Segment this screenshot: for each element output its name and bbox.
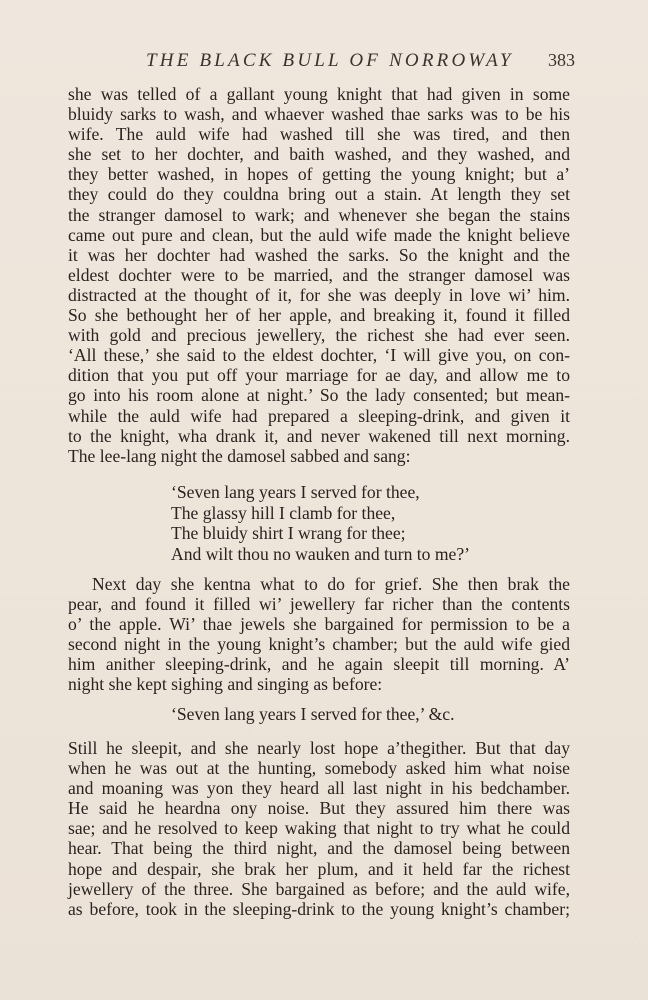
text-line: she was telled of a gallant young knight that had given in some [68, 84, 570, 104]
text-line: He said he heardna ony noise. But they assured him there was [68, 798, 570, 819]
text-line: dition that you put off your marriage for ae day, and allow me to [68, 365, 570, 386]
text-line: eldest dochter were to be married, and the stranger damosel was [68, 264, 570, 285]
running-head [140, 50, 575, 78]
text-line: go into his room alone at night.’ So the lady consented; but mean- [68, 385, 570, 406]
text-line: jewellery of the three. She bargained as before; and the auld wife, [68, 878, 570, 899]
text-line: when he was out at the hunting, somebody asked him what noise [68, 758, 570, 779]
verse-line: The glassy hill I clamb for thee, [171, 502, 396, 523]
text-line: they better washed, in hopes of getting the young knight; but a’ [68, 164, 570, 185]
text-line: hope and despair, she brak her plum, and it held far the richest [68, 858, 570, 879]
text-line: while the auld wife had prepared a sleeping-drink, and given it [68, 405, 570, 426]
text-line: sae; and he resolved to keep waking that night to try what he could [68, 818, 570, 839]
text-line: Next day she kentna what to do for grief. She then brak the [92, 574, 570, 594]
text-line: and moaning was yon they heard all last night in his bedchamber. [68, 778, 570, 799]
text-line: bluidy sarks to wash, and whaever washed thae sarks was to be his [68, 104, 570, 125]
text-line: came out pure and clean, but the auld wife made the knight believe [68, 224, 570, 245]
text-line: hear. That being the third night, and the damosel being between [68, 838, 570, 859]
text-line: o’ the apple. Wi’ thae jewels she bargained for permission to be a [68, 614, 570, 635]
verse-line: The bluidy shirt I wrang for thee; [171, 523, 406, 544]
text-line: as before, took in the sleeping-drink to the young knight’s chamber; [68, 898, 570, 919]
verse-1 [171, 482, 531, 564]
text-line: pear, and found it filled wi’ jewellery far richer than the contents [68, 594, 570, 615]
page-number: 383 [548, 50, 575, 70]
text-line: So she bethought her of her apple, and breaking it, found it filled [68, 305, 570, 326]
verse-line: ‘Seven lang years I served for thee,’ &c. [171, 704, 455, 724]
text-line: it was her dochter had washed the sarks. So the knight and the [68, 244, 570, 265]
text-line: night she kept sighing and singing as before: [68, 674, 383, 695]
text-line: The lee-lang night the damosel sabbed and sang: [68, 445, 411, 466]
text-line: they could do they couldna bring out a stain. At length they set [68, 184, 570, 205]
text-line: the stranger damosel to wark; and whenever she began the stains [68, 204, 570, 225]
text-line: second night in the young knight’s chamber; but the auld wife gied [68, 634, 570, 655]
text-line: him anither sleeping-drink, and he again sleepit till morning. A’ [68, 654, 570, 675]
running-title: THE BLACK BULL OF NORROWAY [146, 50, 514, 71]
text-line: to the knight, wha drank it, and never wakened till next morning. [68, 425, 570, 446]
text-line: wife. The auld wife had washed till she was tired, and then [68, 124, 570, 145]
verse-2 [171, 704, 531, 725]
paragraph-1 [68, 84, 570, 466]
text-line: with gold and precious jewellery, the richest she had ever seen. [68, 325, 570, 346]
paragraph-2 [68, 574, 570, 695]
text-line: Still he sleepit, and she nearly lost hope a’thegither. But that day [68, 738, 570, 758]
text-line: she set to her dochter, and baith washed, and they washed, and [68, 144, 570, 165]
verse-line: And wilt thou no wauken and turn to me?’ [171, 543, 471, 564]
text-line: distracted at the thought of it, for she was deeply in love wi’ him. [68, 284, 570, 305]
paragraph-3 [68, 738, 570, 919]
text-line: ‘All these,’ she said to the eldest dochter, ‘I will give you, on con- [68, 345, 570, 366]
verse-line: ‘Seven lang years I served for thee, [171, 482, 420, 502]
